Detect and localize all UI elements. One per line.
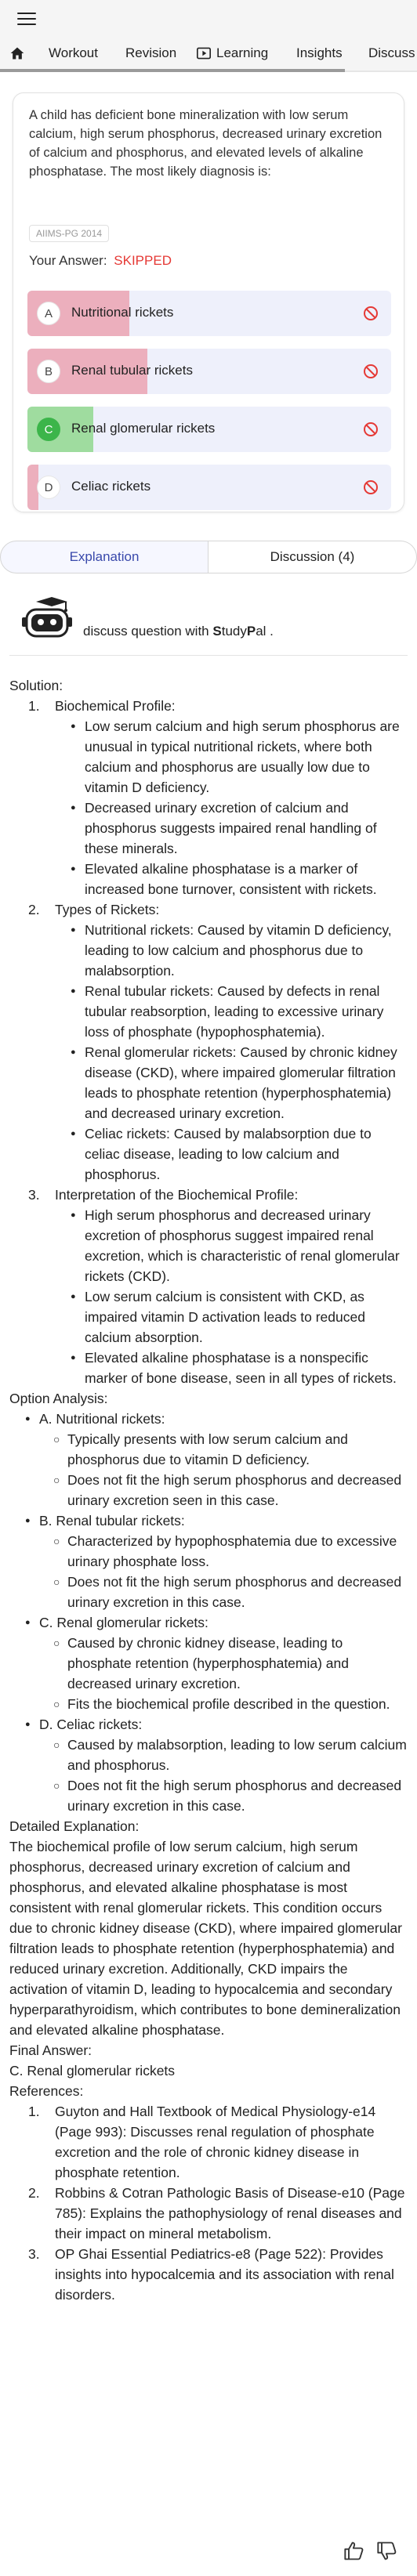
option-analysis-point: ○ Typically presents with low serum calcium and phosphorus due to vitamin D deficiency. xyxy=(53,1429,408,1470)
not-allowed-icon xyxy=(363,479,379,495)
reference-text: OP Ghai Essential Pediatrics-e8 (Page 522): Provides insights into hypocalcemia and its association with renal disorders. xyxy=(55,2246,394,2303)
option-label: Celiac rickets xyxy=(71,479,151,494)
reference-item xyxy=(9,2183,408,2244)
tab-workout[interactable]: Workout xyxy=(49,45,98,60)
hamburger-menu-icon[interactable] xyxy=(17,13,36,25)
solution-section xyxy=(9,1185,408,1388)
option-analysis-point: ○ Characterized by hypophosphatemia due to excessive urinary phosphate loss. xyxy=(53,1531,408,1572)
section-title: Types of Rickets: xyxy=(55,902,160,917)
studypal-brand-tudy: tudy xyxy=(221,624,247,639)
tab-learning[interactable] xyxy=(196,45,268,61)
studypal-brand-al: al xyxy=(256,624,267,639)
studypal-brand-s: S xyxy=(212,624,222,639)
your-answer xyxy=(29,253,172,269)
reference-item xyxy=(9,2244,408,2305)
bullet-item: ● Celiac rickets: Caused by malabsorption due to celiac disease, leading to low calcium and phosphorus. xyxy=(71,1123,408,1185)
option-analysis-item xyxy=(25,1714,408,1816)
option-letter: C xyxy=(37,418,60,441)
home-icon xyxy=(9,45,25,61)
option-analysis-item xyxy=(25,1612,408,1714)
reference-text: Guyton and Hall Textbook of Medical Physiology-e14 (Page 993): Discusses renal regulation of phosphate excretion and the role of chronic kidney disease in phosphate retention. xyxy=(55,2104,376,2180)
exam-tag: AIIMS-PG 2014 xyxy=(29,225,109,242)
bullet-item: ● Renal tubular rickets: Caused by defects in renal tubular reabsorption, leading to excessive urinary loss of phosphate (hypophosphatemia). xyxy=(71,981,408,1042)
tab-discussion[interactable]: Discussion (4) xyxy=(208,541,417,573)
solution-body xyxy=(9,675,408,2305)
option-label: Renal tubular rickets xyxy=(71,363,193,378)
bullet-item: ● Decreased urinary excretion of calcium and phosphorus suggests impaired renal handling of these minerals. xyxy=(71,798,408,859)
option-analysis-points xyxy=(39,1633,408,1714)
robot-graduate-icon xyxy=(20,597,74,641)
option-c[interactable] xyxy=(27,407,391,452)
option-analysis-point: ○ Caused by malabsorption, leading to low serum calcium and phosphorus. xyxy=(53,1735,408,1775)
studypal-brand-p: P xyxy=(246,624,256,639)
option-label: Nutritional rickets xyxy=(71,305,174,320)
studypal-row[interactable] xyxy=(20,597,397,644)
option-analysis-heading: Option Analysis: xyxy=(9,1391,108,1406)
bullet-item: ● Elevated alkaline phosphatase is a nonspecific marker of bone disease, seen in all types of rickets. xyxy=(71,1348,408,1388)
section-number: 3. xyxy=(28,1187,40,1203)
option-a[interactable] xyxy=(27,291,391,336)
studypal-text xyxy=(83,624,274,639)
option-b[interactable] xyxy=(27,349,391,394)
tab-insights[interactable]: Insights xyxy=(296,45,343,60)
section-bullets xyxy=(55,1205,408,1388)
section-title: Interpretation of the Biochemical Profile: xyxy=(55,1187,299,1203)
tab-learning-label: Learning xyxy=(216,45,269,60)
option-analysis-title: C. Renal glomerular rickets: xyxy=(39,1615,208,1630)
section-number: 1. xyxy=(28,698,40,714)
solution-heading: Solution: xyxy=(9,678,63,693)
your-answer-label: Your Answer: xyxy=(29,253,107,268)
option-analysis-item xyxy=(25,1409,408,1511)
references-heading: References: xyxy=(9,2083,84,2099)
reference-number: 2. xyxy=(28,2185,40,2201)
option-d[interactable] xyxy=(27,465,391,510)
section-bullets xyxy=(55,920,408,1185)
tab-home[interactable] xyxy=(9,45,25,61)
divider xyxy=(9,655,408,656)
detailed-heading: Detailed Explanation: xyxy=(9,1818,140,1834)
not-allowed-icon xyxy=(363,364,379,379)
solution-section xyxy=(9,899,408,1185)
option-analysis-list xyxy=(9,1409,408,1816)
question-text: A child has deficient bone mineralization with low serum calcium, high serum phosphorus, decreased urinary excretion of calcium and phosphorus, and elevated levels of alkaline phosphatase. The most likely diagnosis is: xyxy=(29,108,383,179)
reference-number: 3. xyxy=(28,2246,40,2262)
tab-explanation[interactable]: Explanation xyxy=(0,541,208,573)
option-analysis-point: ○ Does not fit the high serum phosphorus and decreased urinary excretion in this case. xyxy=(53,1775,408,1816)
option-analysis-title: A. Nutritional rickets: xyxy=(39,1411,165,1427)
bullet-item: ● Low serum calcium is consistent with CKD, as impaired vitamin D activation leads to reduced calcium absorption. xyxy=(71,1286,408,1348)
option-letter: D xyxy=(37,476,60,499)
solution-sections xyxy=(9,696,408,1388)
option-analysis-point: ○ Caused by chronic kidney disease, leading to phosphate retention (hyperphosphatemia) and decreased urinary excretion. xyxy=(53,1633,408,1694)
option-analysis-title: B. Renal tubular rickets: xyxy=(39,1513,185,1529)
thumbs-up-icon[interactable] xyxy=(343,2540,365,2562)
option-analysis-points xyxy=(39,1735,408,1816)
references-list xyxy=(9,2101,408,2305)
tab-discuss[interactable]: Discuss xyxy=(368,45,415,60)
not-allowed-icon xyxy=(363,306,379,321)
section-title: Biochemical Profile: xyxy=(55,698,176,714)
option-analysis-title: D. Celiac rickets: xyxy=(39,1717,143,1732)
studypal-prefix: discuss question with xyxy=(83,624,213,639)
reference-number: 1. xyxy=(28,2104,40,2119)
thumbs-down-icon[interactable] xyxy=(376,2540,398,2562)
not-allowed-icon xyxy=(363,421,379,437)
solution-section xyxy=(9,696,408,899)
option-analysis-point: ○ Does not fit the high serum phosphorus and decreased urinary excretion seen in this case. xyxy=(53,1470,408,1511)
tab-revision[interactable]: Revision xyxy=(125,45,177,60)
your-answer-value: SKIPPED xyxy=(114,253,172,268)
section-number: 2. xyxy=(28,902,40,917)
nav-tabs xyxy=(0,34,417,71)
tab-scroll-indicator xyxy=(0,69,345,72)
option-analysis-point: ○ Fits the biochemical profile described in the question. xyxy=(53,1694,408,1714)
question-card xyxy=(13,92,404,512)
section-bullets xyxy=(55,716,408,899)
feedback-buttons xyxy=(343,2537,406,2565)
bullet-item: ● Low serum calcium and high serum phosphorus are unusual in typical nutritional rickets, where both calcium and phosphorus are usually low due to vitamin D deficiency. xyxy=(71,716,408,798)
reference-item xyxy=(9,2101,408,2183)
bullet-item: ● Nutritional rickets: Caused by vitamin D deficiency, leading to low calcium and phosphorus due to malabsorption. xyxy=(71,920,408,981)
top-bar xyxy=(0,0,417,34)
detailed-text: The biochemical profile of low serum calcium, high serum phosphorus, decreased urinary excretion of calcium and phosphorus, and elevated alkaline phosphatase is most consistent with renal glomerular rickets. This condition occurs due to chronic kidney disease (CKD), where impaired glomerular filtration leads to phosphate retention (hyperphosphatemia) and reduced urinary excretion. Additionally, CKD impairs the activation of vitamin D, leading to hypocalcemia and secondary hyperparathyroidism, which contributes to bone demineralization and elevated alkaline phosphatase. xyxy=(9,1839,402,2038)
option-letter: A xyxy=(37,302,60,325)
option-analysis-point: ○ Does not fit the high serum phosphorus and decreased urinary excretion in this case. xyxy=(53,1572,408,1612)
option-letter: B xyxy=(37,360,60,383)
final-answer-text: C. Renal glomerular rickets xyxy=(9,2063,176,2079)
bullet-item: ● High serum phosphorus and decreased urinary excretion of phosphorus suggest impaired renal excretion, which is characteristic of renal glomerular rickets (CKD). xyxy=(71,1205,408,1286)
reference-text: Robbins & Cotran Pathologic Basis of Disease-e10 (Page 785): Explains the pathophysiology of renal diseases and their impact on mineral metabolism. xyxy=(55,2185,405,2241)
final-answer-heading: Final Answer: xyxy=(9,2042,92,2058)
studypal-suffix: . xyxy=(266,624,274,639)
option-analysis-item xyxy=(25,1511,408,1612)
option-label: Renal glomerular rickets xyxy=(71,421,216,436)
option-analysis-points xyxy=(39,1429,408,1511)
option-analysis-points xyxy=(39,1531,408,1612)
bullet-item: ● Renal glomerular rickets: Caused by chronic kidney disease (CKD), where impaired glomerular filtration leads to phosphate retention (hyperphosphatemia) and decreased urinary excretion. xyxy=(71,1042,408,1123)
bullet-item: ● Elevated alkaline phosphatase is a marker of increased bone turnover, consistent with rickets. xyxy=(71,859,408,899)
video-icon xyxy=(196,46,212,60)
